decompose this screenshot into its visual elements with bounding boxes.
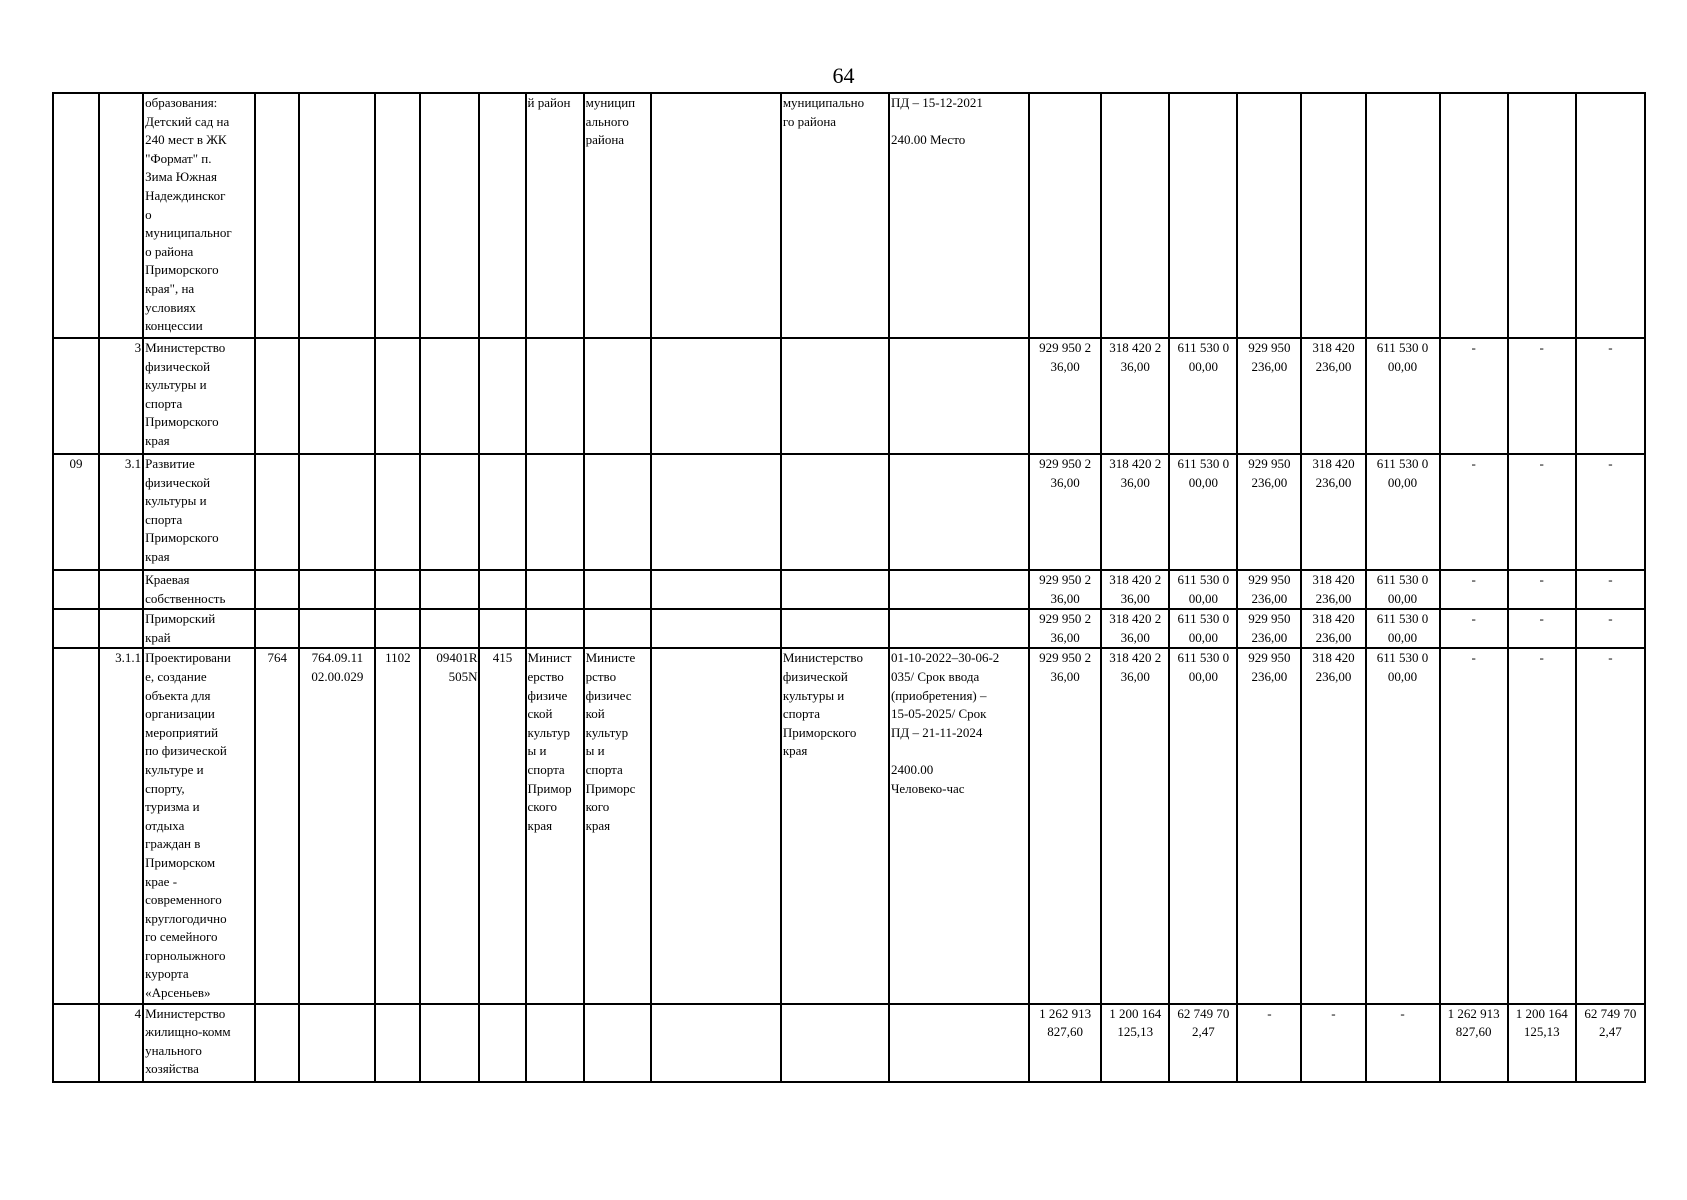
amount-cell: 929 950 2 36,00 xyxy=(1029,454,1101,570)
amount-cell: - xyxy=(1440,570,1508,609)
item-number-cell xyxy=(99,609,143,648)
org-cell xyxy=(526,454,584,570)
empty-cell xyxy=(651,454,781,570)
code-cell: 09401R 505N xyxy=(420,648,479,1003)
code-cell xyxy=(479,609,525,648)
section-code-cell xyxy=(53,93,99,338)
table-row xyxy=(53,648,1645,1003)
code-cell xyxy=(479,570,525,609)
amount-cell: 929 950 236,00 xyxy=(1237,338,1301,454)
code-cell xyxy=(420,93,479,338)
org-cell xyxy=(526,1004,584,1082)
section-code-cell: 09 xyxy=(53,454,99,570)
amount-cell: 611 530 0 00,00 xyxy=(1366,338,1440,454)
item-number-cell xyxy=(99,93,143,338)
item-number-cell: 4 xyxy=(99,1004,143,1082)
code-cell xyxy=(299,93,375,338)
amount-cell: 929 950 236,00 xyxy=(1237,609,1301,648)
amount-cell: - xyxy=(1237,1004,1301,1082)
amount-cell: 929 950 236,00 xyxy=(1237,454,1301,570)
amount-cell: - xyxy=(1440,338,1508,454)
code-cell xyxy=(420,609,479,648)
amount-cell: 318 420 2 36,00 xyxy=(1101,648,1169,1003)
amount-cell: 929 950 236,00 xyxy=(1237,570,1301,609)
amount-cell: - xyxy=(1576,570,1645,609)
code-cell: 1102 xyxy=(375,648,420,1003)
amount-cell: - xyxy=(1508,454,1576,570)
amount-cell: 1 262 913 827,60 xyxy=(1440,1004,1508,1082)
term-cell xyxy=(889,609,1029,648)
code-cell xyxy=(299,454,375,570)
org-cell xyxy=(584,454,651,570)
code-cell xyxy=(299,570,375,609)
budget-table xyxy=(52,92,1646,1083)
empty-cell xyxy=(651,648,781,1003)
amount-cell xyxy=(1440,93,1508,338)
code-cell xyxy=(375,1004,420,1082)
code-cell xyxy=(375,93,420,338)
code-cell xyxy=(255,338,299,454)
term-cell xyxy=(889,338,1029,454)
code-cell: 764.09.11 02.00.029 xyxy=(299,648,375,1003)
section-code-cell xyxy=(53,338,99,454)
amount-cell xyxy=(1508,93,1576,338)
amount-cell: 929 950 2 36,00 xyxy=(1029,609,1101,648)
org-cell: Министе рство физичес кой культур ы и спорта Приморс кого края xyxy=(584,648,651,1003)
code-cell xyxy=(299,609,375,648)
code-cell xyxy=(420,1004,479,1082)
amount-cell: 318 420 236,00 xyxy=(1301,454,1365,570)
amount-cell: - xyxy=(1576,648,1645,1003)
section-code-cell xyxy=(53,648,99,1003)
amount-cell: 611 530 0 00,00 xyxy=(1169,454,1237,570)
code-cell xyxy=(420,338,479,454)
amount-cell: 611 530 0 00,00 xyxy=(1366,609,1440,648)
item-number-cell: 3.1.1 xyxy=(99,648,143,1003)
amount-cell: 611 530 0 00,00 xyxy=(1366,648,1440,1003)
amount-cell: 929 950 2 36,00 xyxy=(1029,648,1101,1003)
item-number-cell: 3 xyxy=(99,338,143,454)
amount-cell: 1 200 164 125,13 xyxy=(1101,1004,1169,1082)
code-cell xyxy=(255,454,299,570)
code-cell xyxy=(255,570,299,609)
code-cell xyxy=(299,338,375,454)
item-number-cell xyxy=(99,570,143,609)
amount-cell: - xyxy=(1508,338,1576,454)
code-cell xyxy=(255,609,299,648)
org-cell xyxy=(781,570,889,609)
term-cell: 01-10-2022–30-06-2 035/ Срок ввода (приобретения) – 15-05-2025/ Срок ПД – 21-11-2024 2400.00 Человеко-час xyxy=(889,648,1029,1003)
org-cell: й район xyxy=(526,93,584,338)
item-name-cell: Приморский край xyxy=(143,609,255,648)
amount-cell: - xyxy=(1440,454,1508,570)
amount-cell xyxy=(1301,93,1365,338)
empty-cell xyxy=(651,93,781,338)
amount-cell: - xyxy=(1366,1004,1440,1082)
table-row xyxy=(53,338,1645,454)
item-name-cell: образования: Детский сад на 240 мест в ЖК "Формат" п. Зима Южная Надеждинског о муниципальног о района Приморского края", на условиях концессии xyxy=(143,93,255,338)
term-cell: ПД – 15-12-2021 240.00 Место xyxy=(889,93,1029,338)
amount-cell: - xyxy=(1576,454,1645,570)
org-cell xyxy=(526,570,584,609)
amount-cell xyxy=(1029,93,1101,338)
amount-cell: 318 420 2 36,00 xyxy=(1101,454,1169,570)
org-cell xyxy=(781,454,889,570)
amount-cell: 318 420 236,00 xyxy=(1301,609,1365,648)
org-cell: муниципально го района xyxy=(781,93,889,338)
amount-cell: 318 420 236,00 xyxy=(1301,648,1365,1003)
empty-cell xyxy=(651,1004,781,1082)
amount-cell: - xyxy=(1508,648,1576,1003)
amount-cell: 611 530 0 00,00 xyxy=(1169,570,1237,609)
org-cell: муницип ального района xyxy=(584,93,651,338)
code-cell xyxy=(420,570,479,609)
amount-cell: - xyxy=(1576,338,1645,454)
page-number: 64 xyxy=(832,63,855,88)
code-cell xyxy=(255,1004,299,1082)
table-row xyxy=(53,570,1645,609)
org-cell xyxy=(781,1004,889,1082)
amount-cell: 318 420 2 36,00 xyxy=(1101,609,1169,648)
code-cell xyxy=(375,454,420,570)
amount-cell: 611 530 0 00,00 xyxy=(1366,570,1440,609)
amount-cell: 929 950 2 36,00 xyxy=(1029,570,1101,609)
org-cell: Министерство физической культуры и спорта Приморского края xyxy=(781,648,889,1003)
org-cell xyxy=(584,570,651,609)
amount-cell: 62 749 70 2,47 xyxy=(1169,1004,1237,1082)
section-code-cell xyxy=(53,609,99,648)
amount-cell xyxy=(1576,93,1645,338)
code-cell xyxy=(479,338,525,454)
amount-cell xyxy=(1169,93,1237,338)
amount-cell: 318 420 2 36,00 xyxy=(1101,338,1169,454)
amount-cell: - xyxy=(1440,609,1508,648)
code-cell xyxy=(375,609,420,648)
amount-cell: 318 420 236,00 xyxy=(1301,570,1365,609)
table-row xyxy=(53,454,1645,570)
org-cell: Минист ерство физиче ской культур ы и спорта Примор ского края xyxy=(526,648,584,1003)
org-cell xyxy=(781,609,889,648)
code-cell xyxy=(479,1004,525,1082)
amount-cell: - xyxy=(1508,570,1576,609)
amount-cell: 318 420 236,00 xyxy=(1301,338,1365,454)
code-cell xyxy=(375,570,420,609)
amount-cell: 611 530 0 00,00 xyxy=(1169,648,1237,1003)
table-row xyxy=(53,1004,1645,1082)
code-cell xyxy=(479,93,525,338)
term-cell xyxy=(889,454,1029,570)
amount-cell: 611 530 0 00,00 xyxy=(1366,454,1440,570)
code-cell: 415 xyxy=(479,648,525,1003)
amount-cell xyxy=(1101,93,1169,338)
code-cell xyxy=(255,93,299,338)
org-cell xyxy=(584,1004,651,1082)
code-cell xyxy=(299,1004,375,1082)
section-code-cell xyxy=(53,1004,99,1082)
amount-cell xyxy=(1366,93,1440,338)
amount-cell: 62 749 70 2,47 xyxy=(1576,1004,1645,1082)
org-cell xyxy=(526,338,584,454)
term-cell xyxy=(889,1004,1029,1082)
item-name-cell: Министерство жилищно-комм унального хозяйства xyxy=(143,1004,255,1082)
amount-cell: 929 950 2 36,00 xyxy=(1029,338,1101,454)
amount-cell: - xyxy=(1576,609,1645,648)
term-cell xyxy=(889,570,1029,609)
amount-cell: - xyxy=(1508,609,1576,648)
amount-cell: - xyxy=(1440,648,1508,1003)
item-name-cell: Краевая собственность xyxy=(143,570,255,609)
section-code-cell xyxy=(53,570,99,609)
code-cell xyxy=(479,454,525,570)
item-name-cell: Развитие физической культуры и спорта Приморского края xyxy=(143,454,255,570)
code-cell xyxy=(420,454,479,570)
amount-cell: 318 420 2 36,00 xyxy=(1101,570,1169,609)
table-row xyxy=(53,93,1645,338)
item-name-cell: Министерство физической культуры и спорта Приморского края xyxy=(143,338,255,454)
org-cell xyxy=(781,338,889,454)
code-cell xyxy=(375,338,420,454)
amount-cell: 929 950 236,00 xyxy=(1237,648,1301,1003)
table-row xyxy=(53,609,1645,648)
empty-cell xyxy=(651,570,781,609)
amount-cell: 611 530 0 00,00 xyxy=(1169,338,1237,454)
amount-cell: 1 262 913 827,60 xyxy=(1029,1004,1101,1082)
empty-cell xyxy=(651,338,781,454)
amount-cell: - xyxy=(1301,1004,1365,1082)
org-cell xyxy=(584,609,651,648)
amount-cell xyxy=(1237,93,1301,338)
amount-cell: 1 200 164 125,13 xyxy=(1508,1004,1576,1082)
org-cell xyxy=(526,609,584,648)
amount-cell: 611 530 0 00,00 xyxy=(1169,609,1237,648)
org-cell xyxy=(584,338,651,454)
code-cell: 764 xyxy=(255,648,299,1003)
empty-cell xyxy=(651,609,781,648)
item-name-cell: Проектировани е, создание объекта для организации мероприятий по физической культуре и спорту, туризма и отдыха граждан в Приморском крае - современного круглогодично го семейного горнолыжного курорта «Арсеньев» xyxy=(143,648,255,1003)
item-number-cell: 3.1 xyxy=(99,454,143,570)
